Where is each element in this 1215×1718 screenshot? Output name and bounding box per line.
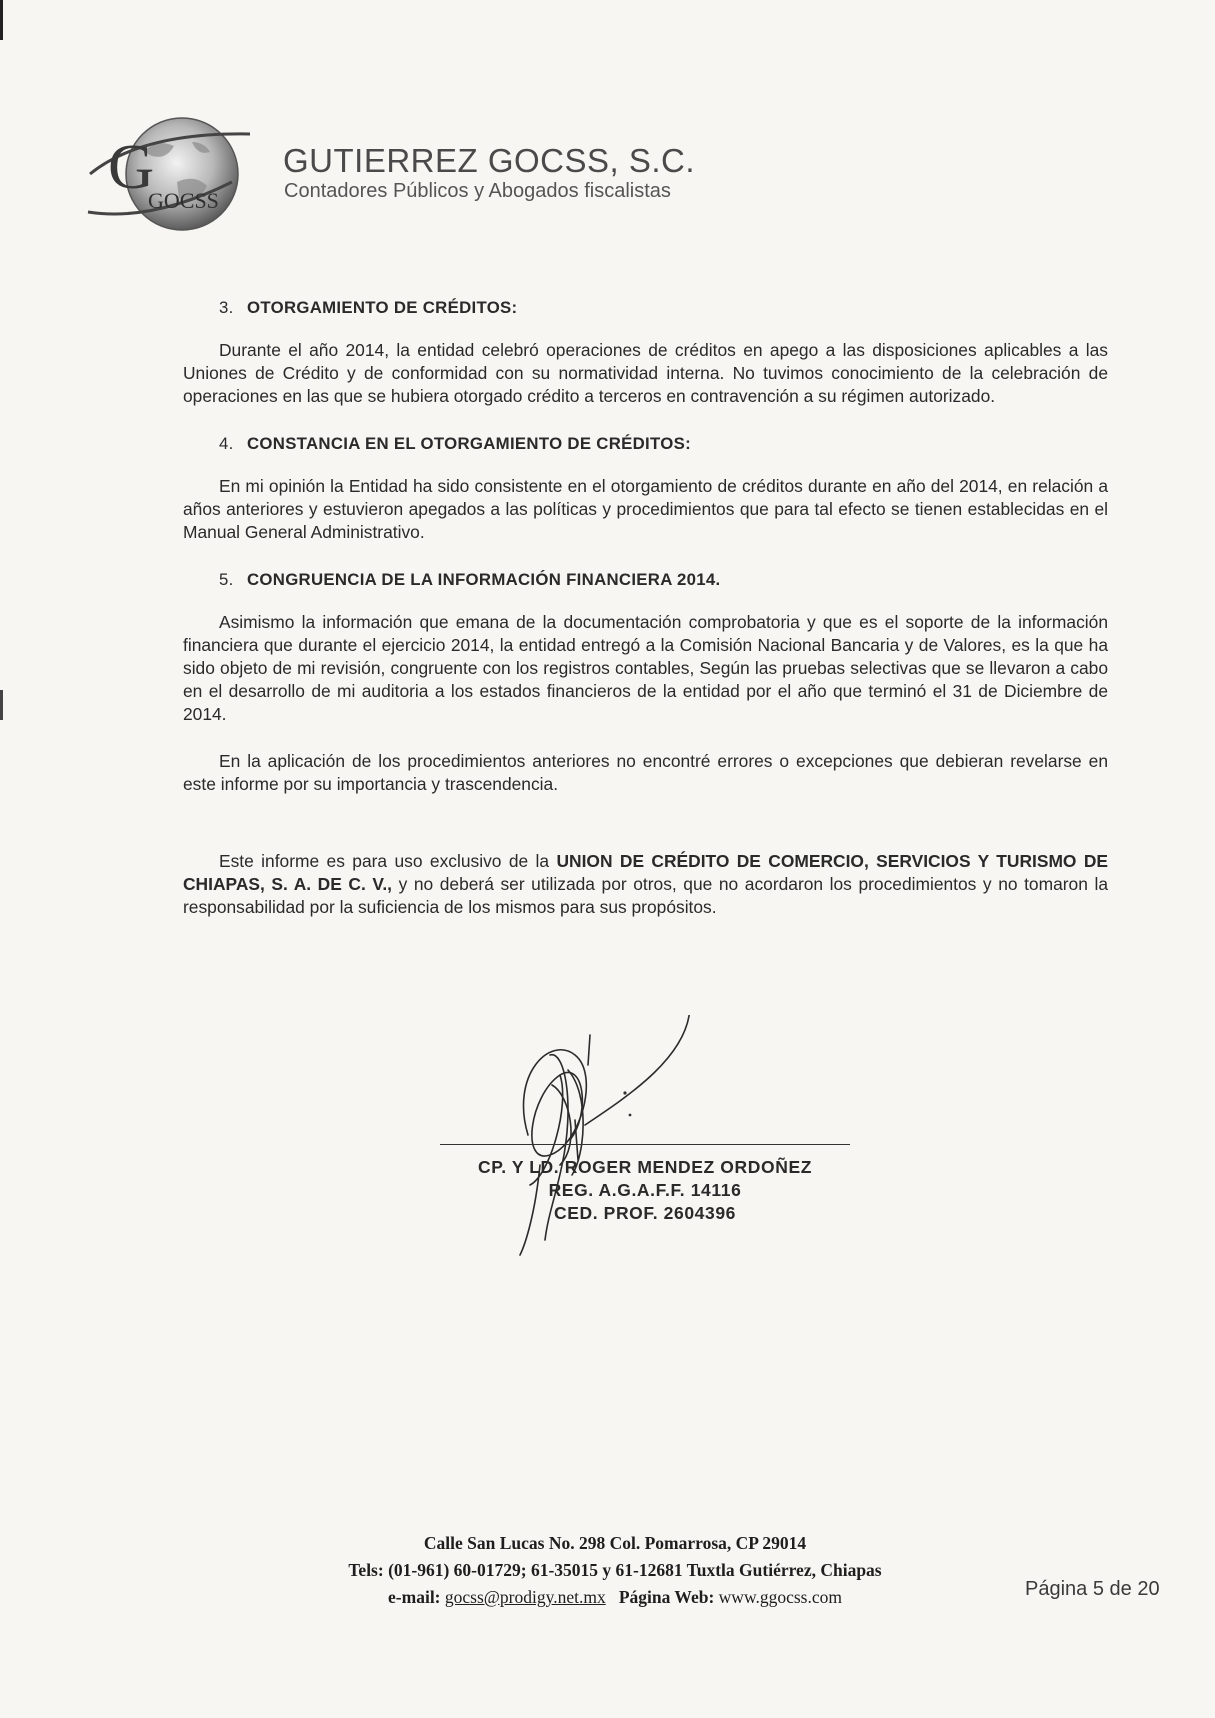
signatory-block <box>440 1156 850 1225</box>
section-3-paragraph: Durante el año 2014, la entidad celebró operaciones de créditos en apego a las disposiciones aplicables a las Uniones de Crédito y de conformidad con su normatividad interna. No tuvimos conocimiento de la celebración de operaciones en las que se hubiera otorgado crédito a terceros en contravención a su régimen autorizado. <box>183 340 1108 406</box>
page-number: Página 5 de 20 <box>1025 1578 1160 1600</box>
footer-phones: Tels: (01-961) 60-01729; 61-35015 y 61-12681 Tuxtla Gutiérrez, Chiapas <box>348 1560 882 1580</box>
footer-address: Calle San Lucas No. 298 Col. Pomarrosa, CP 29014 <box>423 1533 807 1553</box>
section-heading-5: 5. CONGRUENCIA DE LA INFORMACIÓN FINANCIERA 2014. <box>219 570 721 589</box>
closing-paragraph: Este informe es para uso exclusivo de la UNION DE CRÉDITO DE COMERCIO, SERVICIOS Y TURISMO DE CHIAPAS, S. A. DE C. V., y no deberá ser utilizada por otros, que no acordaron los procedimientos y no tomaron la responsabilidad por la suficiencia de los mismos para sus propósitos. <box>183 851 1109 917</box>
footer-contact: e-mail: gocss@prodigy.net.mx Página Web: www.ggocss.com <box>388 1587 842 1607</box>
firm-subtitle: Contadores Públicos y Abogados fiscalistas <box>284 180 671 202</box>
client-entity-name: UNION DE CRÉDITO DE COMERCIO, SERVICIOS Y TURISMO DE CHIAPAS, S. A. DE C. V., <box>183 851 1109 894</box>
footer-email-link[interactable]: gocss@prodigy.net.mx <box>444 1587 606 1607</box>
scan-edge-mark <box>0 0 3 1718</box>
footer-website-link[interactable]: www.ggocss.com <box>718 1587 842 1607</box>
svg-text:G: G <box>108 131 155 202</box>
report-body <box>183 296 1108 933</box>
signature-line <box>440 1144 850 1145</box>
signatory-registration: REG. A.G.A.F.F. 14116 <box>548 1180 742 1200</box>
firm-name: GUTIERREZ GOCSS, S.C. <box>283 142 696 179</box>
globe-logo-icon <box>82 112 252 232</box>
signatory-license: CED. PROF. 2604396 <box>554 1203 736 1223</box>
section-heading-3: 3. OTORGAMIENTO DE CRÉDITOS: <box>219 298 518 317</box>
signatory-name: CP. Y LD. ROGER MENDEZ ORDOÑEZ <box>477 1157 813 1177</box>
section-heading-4: 4. CONSTANCIA EN EL OTORGAMIENTO DE CRÉDITOS: <box>219 434 691 453</box>
handwritten-signature <box>490 1015 780 1270</box>
letterhead-footer <box>240 1530 990 1611</box>
section-5-paragraph-2: En la aplicación de los procedimientos anteriores no encontré errores o excepciones que debieran revelarse en este informe por su importancia y trascendencia. <box>183 751 1108 794</box>
svg-text:GOCSS: GOCSS <box>148 188 219 213</box>
section-4-paragraph: En mi opinión la Entidad ha sido consistente en el otorgamiento de créditos durante en año del 2014, en relación a años anteriores y estuvieron apegados a las políticas y procedimientos que para tal efecto se tienen establecidas en el Manual General Administrativo. <box>183 476 1108 542</box>
section-5-paragraph-1: Asimismo la información que emana de la documentación comprobatoria y que es el soporte de la información financiera que durante el ejercicio 2014, la entidad entregó a la Comisión Nacional Bancaria y de Valores, es la que ha sido objeto de mi revisión, congruente con los registros contables, Según las pruebas selectivas que se llevaron a cabo en el desarrollo de mi auditoria a los estados financieros de la entidad por el año que terminó el 31 de Diciembre de 2014. <box>183 612 1108 724</box>
